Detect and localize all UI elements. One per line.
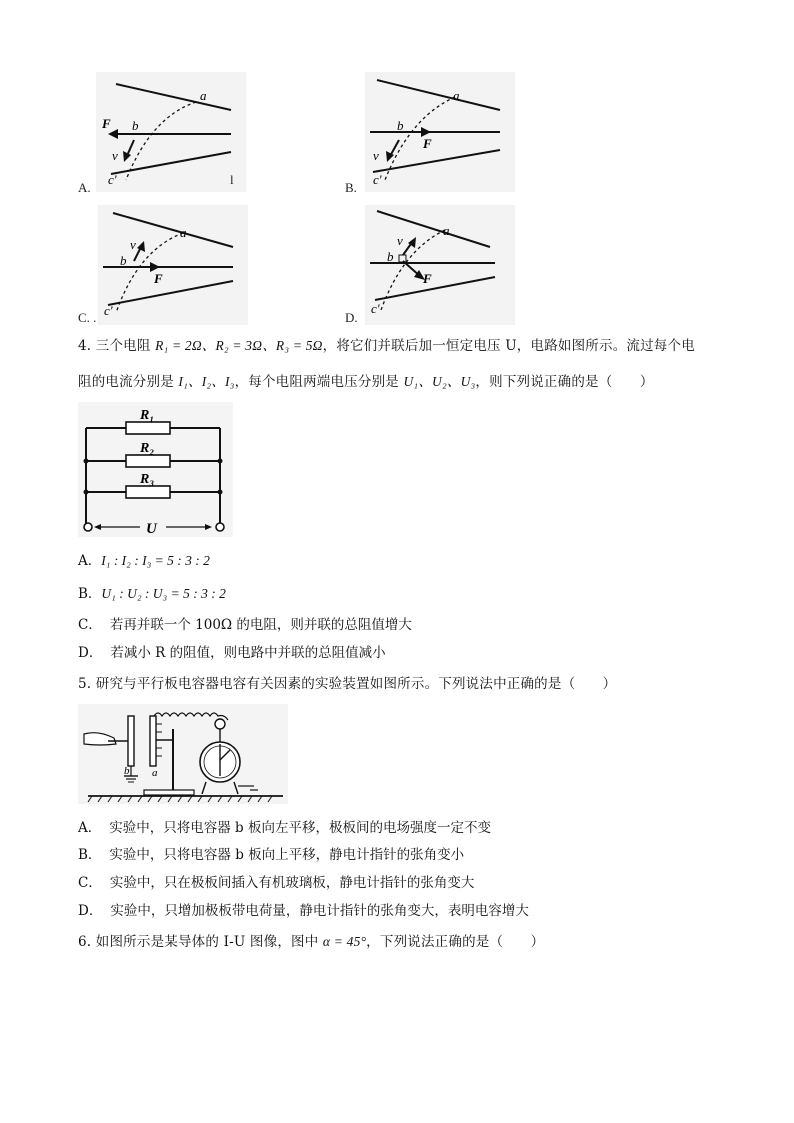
point-c-label: c' bbox=[373, 172, 382, 187]
option-text: 若再并联一个 100Ω 的电阻，则并联的总阻值增大 bbox=[109, 617, 412, 633]
field-lines-figure-a bbox=[96, 72, 246, 192]
option-text: I₁ : I₂ : I₃ = 5 : 3 : 2 bbox=[101, 553, 210, 568]
velocity-v-label: v bbox=[130, 237, 136, 252]
force-f-label: F bbox=[423, 271, 432, 286]
velocity-v-label: v bbox=[373, 148, 379, 163]
field-lines-figure-b bbox=[365, 72, 515, 192]
q4-option-c bbox=[78, 615, 412, 635]
q4-resistor-values: R₁ = 2Ω、R₂ = 3Ω、R₃ = 5Ω bbox=[155, 338, 323, 353]
parallel-circuit-diagram bbox=[78, 402, 233, 537]
q4-text: ，将它们并联后加一恒定电压 U，电路如图所示。流过每个电 bbox=[322, 338, 695, 354]
q5-option-b bbox=[78, 845, 464, 865]
q5-option-a bbox=[78, 818, 491, 838]
option-b-label: B. bbox=[345, 180, 357, 195]
force-f-label: F bbox=[102, 116, 111, 131]
figure-option-d bbox=[345, 205, 515, 330]
plate-a-label: a bbox=[152, 767, 158, 779]
option-text: 实验中，只将电容器 b 板向左平移，极板间的电场强度一定不变 bbox=[109, 820, 491, 836]
field-lines-figure-c bbox=[98, 205, 248, 325]
point-b-label: b bbox=[120, 253, 127, 268]
capacitor-experiment-figure bbox=[78, 704, 288, 804]
option-key: C． bbox=[78, 617, 102, 633]
q4-option-d bbox=[78, 643, 386, 663]
point-b-label: b bbox=[397, 118, 404, 133]
point-a-label: a bbox=[200, 88, 207, 103]
option-key: A． bbox=[78, 820, 102, 836]
point-b-label: b bbox=[132, 118, 139, 133]
velocity-v-label: v bbox=[397, 233, 403, 248]
q6-text: ，下列说法正确的是（ ） bbox=[366, 934, 545, 950]
option-key: D． bbox=[78, 645, 103, 661]
question-6-stem bbox=[78, 932, 544, 952]
option-text: 实验中，只增加极板带电荷量，静电计指针的张角变大，表明电容增大 bbox=[110, 903, 529, 919]
q6-text: 6. 如图所示是某导体的 I-U 图像，图中 bbox=[78, 934, 323, 950]
figure-option-a bbox=[78, 72, 248, 197]
q5-option-d bbox=[78, 901, 529, 921]
option-text: 若减小 R 的阻值，则电路中并联的总阻值减小 bbox=[110, 645, 386, 661]
option-key: C． bbox=[78, 875, 102, 891]
q4-option-b bbox=[78, 584, 226, 604]
voltage-u-label: U bbox=[146, 521, 157, 537]
resistor-r3-label: R₃ bbox=[140, 472, 155, 487]
option-key: A． bbox=[78, 553, 102, 569]
figure-option-c bbox=[78, 205, 248, 330]
resistor-r2-label: R₂ bbox=[140, 441, 155, 456]
option-text: 实验中，只将电容器 b 板向上平移，静电计指针的张角变小 bbox=[109, 847, 465, 863]
q4-text: ，则下列说正确的是（ ） bbox=[475, 374, 654, 390]
q6-angle: α = 45° bbox=[322, 934, 367, 949]
point-c-label: c' bbox=[371, 301, 380, 316]
option-text: U₁ : U₂ : U₃ = 5 : 3 : 2 bbox=[101, 586, 226, 601]
q4-voltages: U₁、U₂、U₃ bbox=[403, 374, 476, 389]
option-key: D． bbox=[78, 903, 103, 919]
q4-text: 4. 三个电阻 bbox=[78, 338, 156, 354]
option-d-label: D. bbox=[345, 310, 358, 325]
option-key: B． bbox=[78, 847, 102, 863]
q4-currents: I₁、I₂、I₃ bbox=[178, 374, 235, 389]
point-a-label: a bbox=[180, 225, 187, 240]
force-f-label: F bbox=[423, 136, 432, 151]
question-4-line-1 bbox=[78, 336, 695, 356]
option-key: B． bbox=[78, 586, 102, 602]
velocity-v-label: v bbox=[112, 148, 118, 163]
point-b-label: b bbox=[387, 249, 394, 264]
option-c-label: C. . bbox=[78, 310, 97, 325]
plate-b-label: b bbox=[124, 765, 130, 777]
option-a-label: A. bbox=[78, 180, 91, 195]
stray-mark: l bbox=[230, 172, 234, 187]
q5-option-c bbox=[78, 873, 474, 893]
option-text: 实验中，只在极板间插入有机玻璃板，静电计指针的张角变大 bbox=[109, 875, 475, 891]
q4-text: 阻的电流分别是 bbox=[78, 374, 179, 390]
point-c-label: c' bbox=[108, 172, 117, 187]
figure-option-b bbox=[345, 72, 515, 197]
question-4-line-2 bbox=[78, 372, 654, 392]
q4-text: ，每个电阻两端电压分别是 bbox=[234, 374, 404, 390]
question-5-stem: 5. 研究与平行板电容器电容有关因素的实验装置如图所示。下列说法中正确的是（ ） bbox=[78, 676, 617, 692]
point-c-label: c' bbox=[104, 303, 113, 318]
force-f-label: F bbox=[154, 271, 163, 286]
field-lines-figure-d bbox=[365, 205, 515, 325]
resistor-r1-label: R₁ bbox=[140, 408, 155, 423]
point-a-label: a bbox=[453, 88, 460, 103]
point-a-label: a bbox=[443, 223, 450, 238]
q4-option-a bbox=[78, 551, 210, 571]
